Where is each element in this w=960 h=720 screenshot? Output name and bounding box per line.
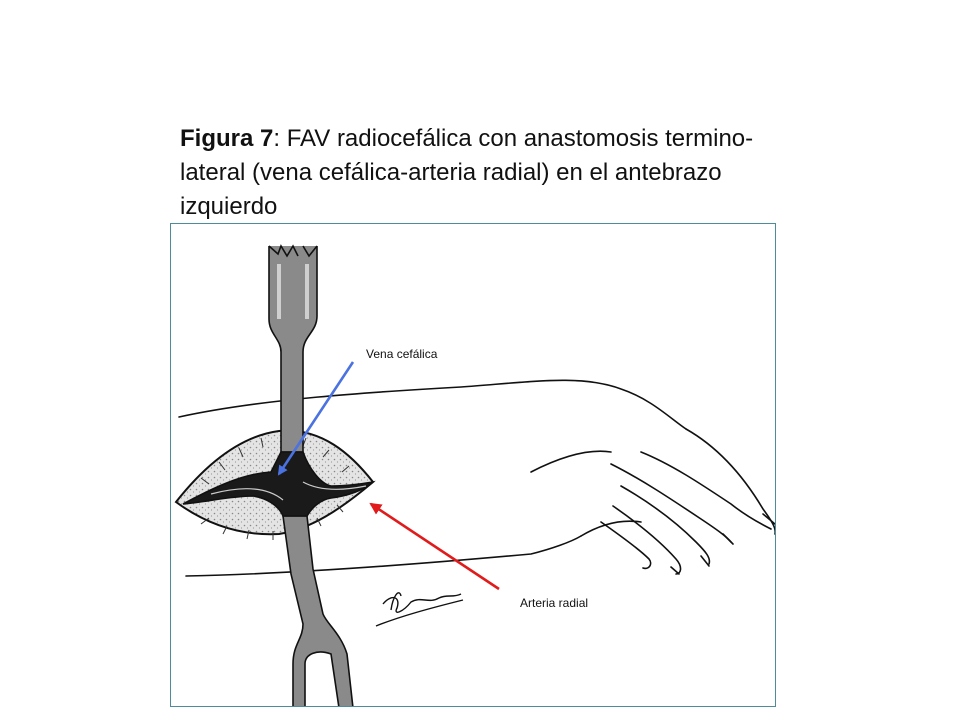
caption-separator: : — [273, 125, 281, 152]
figure-caption — [180, 122, 780, 224]
label-vena-cefalica: Vena cefálica — [366, 347, 438, 361]
label-arteria-radial: Arteria radial — [520, 596, 589, 610]
caption-text: FAV radiocefálica con anastomosis termino-lateral (vena cefálica-arteria radial) en el antebrazo izquierdo — [180, 125, 754, 220]
cephalic-vein — [269, 246, 317, 452]
forearm-illustration — [171, 224, 776, 707]
radial-artery — [283, 516, 353, 707]
anatomy-figure — [170, 223, 776, 707]
caption-label: Figura 7 — [180, 125, 274, 152]
artist-signature — [376, 593, 463, 626]
arteria-arrow — [371, 504, 499, 589]
